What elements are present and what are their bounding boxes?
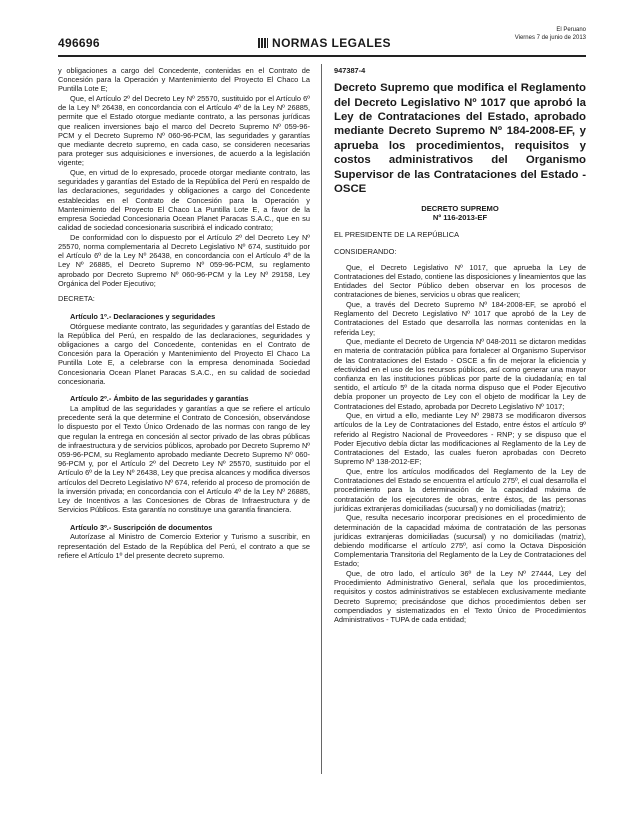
right-paragraph: Que, en virtud a ello, mediante Ley Nº 29873 se modificaron diversos artículos de la Ley de Contrataciones del Estado, entre éstos el artículo 9º referido al Registro Nacional de Proveedores - RNP; y se dispuso que el Poder Ejecutivo debía dictar las modificaciones al Reglamento de la Ley de Contrataciones del Estado, las cuales fueron aprobadas con Decreto Supremo Nº 138-2012-EF; bbox=[334, 411, 586, 467]
publication-name: NORMAS LEGALES bbox=[272, 36, 391, 50]
article-heading-text: Artículo 2º.- Ámbito de las seguridades y garantías bbox=[70, 394, 249, 404]
article-heading bbox=[58, 394, 310, 403]
page-header bbox=[58, 26, 586, 52]
right-paragraph: Que, de otro lado, el artículo 36º de la Ley Nº 27444, Ley del Procedimiento Administrativo General, señala que los procedimientos, requisitos y costos administrativos se establecen exclusivamente mediante Decreto Supremo; precisándose que dichos procedimientos deben ser compendiados y sistematizados en el Texto Único de Procedimientos Administrativos - TUPA de cada entidad; bbox=[334, 568, 586, 624]
left-column bbox=[58, 66, 310, 560]
left-paragraph: DECRETA: bbox=[58, 294, 95, 304]
paragraph-spacer bbox=[58, 386, 310, 392]
decree-label: DECRETO SUPREMO bbox=[421, 204, 499, 214]
document-code: 947387-4 bbox=[334, 66, 366, 75]
decree-number: Nº 116-2013-EF bbox=[432, 213, 488, 223]
left-paragraph: Autorízase al Ministro de Comercio Exterior y Turismo a suscribir, en representación del Estado de la República del Perú, el contrato a que se refiere el Artículo 1º del presente decreto supremo. bbox=[58, 532, 310, 560]
left-paragraph: y obligaciones a cargo del Concedente, contenidas en el Contrato de Concesión para la Operación y Mantenimiento del Proyecto El Chaco La Puntilla Lote E; bbox=[58, 66, 310, 94]
left-paragraph: De conformidad con lo dispuesto por el Artículo 2º del Decreto Ley Nº 25570, norma complementaria al Decreto Legislativo Nº 674, sustituido por el Artículo 6º de la Ley Nº 26438, en concordancia con el Artículo 4º de la Ley Nº 26885, el Decreto Supremo Nº 059-96-PCM, su reglamento aprobado por Decreto Supremo Nº 060-96-PCM y la Ley Nº 29158, Ley Orgánica del Poder Ejecutivo; bbox=[58, 232, 310, 288]
right-paragraph: Que, el Decreto Legislativo Nº 1017, que aprueba la Ley de Contrataciones del Estado, contiene las disposiciones y lineamientos que las Entidades del Sector Público deben observar en los procesos de contrataciones de bienes, servicios u obras que realicen; bbox=[334, 262, 586, 300]
issue-date: Viernes 7 de junio de 2013 bbox=[514, 35, 586, 41]
article-heading-text: Artículo 1º.- Declaraciones y seguridades bbox=[70, 312, 216, 322]
right-paragraph: Que, entre los artículos modificados del Reglamento de la Ley de Contrataciones del Estado se encuentra el artículo 275º, el cual desarrolla el procedimiento para la determinación de la capacidad máxima de contratación de los ejecutores de obras, entre éstos, de las personas jurídicas extranjeras domiciliadas (sucursal) y no domiciliadas (matriz); bbox=[334, 466, 586, 513]
article-heading-text: Artículo 3º.- Suscripción de documentos bbox=[70, 522, 213, 532]
considerando-heading: CONSIDERANDO: bbox=[334, 246, 397, 256]
column-divider bbox=[321, 64, 322, 774]
decree-title: Decreto Supremo que modifica el Reglamento del Decreto Legislativo Nº 1017 que aprobó la Ley de Contrataciones del Estado, aprobado mediante Decreto Supremo Nº 184-2008-EF, y aprueba los procedimientos, requisitos y costos administrativos del Organismo Supervisor de las Contrataciones del Estado - OSCE bbox=[334, 82, 586, 196]
article-heading bbox=[58, 523, 310, 532]
left-paragraph: Otórguese mediante contrato, las seguridades y garantías del Estado de la República del Perú, en respaldo de las declaraciones, seguridades y obligaciones a cargo del Concedente, contenidas en el Contrato de Concesión para la Operación y Mantenimiento del Proyecto El Chaco La Puntilla Lote E, a celebrarse con la empresa denominada Sociedad Concesionaria Ocean Planet Paracas S.A.C., en su calidad de sociedad concesionaria. bbox=[58, 321, 310, 386]
newspaper-name: El Peruano bbox=[556, 27, 586, 33]
page-number: 496696 bbox=[58, 36, 100, 50]
right-paragraph: Que, mediante el Decreto de Urgencia Nº 048-2011 se dictaron medidas en materia de contratación pública para fortalecer al Organismo Supervisor de las Contrataciones del Estado - OSCE a fin de mejorar la eficiencia y efectividad en el uso de los recursos públicos, así como generar una mayor confianza en las instituciones públicas por parte de la ciudadanía; en tal sentido, el artículo 5º de la citada norma dispuso que el Poder Ejecutivo debía proponer un proyecto de Ley con el objeto de modificar la Ley de Contrataciones del Estado, aprobada por Decreto Legislativo Nº 1017; bbox=[334, 337, 586, 411]
right-paragraphs bbox=[334, 263, 586, 624]
article-heading bbox=[58, 312, 310, 321]
right-paragraph: Que, a través del Decreto Supremo Nº 184-2008-EF, se aprobó el Reglamento del Decreto Legislativo Nº 1017 que aprobó de la Ley de Contrataciones del Estado que desarrolla las normas contenidas en la referida Ley; bbox=[334, 300, 586, 337]
right-paragraph: Que, resulta necesario incorporar precisiones en el procedimiento de determinación de la capacidad máxima de contratación de las personas jurídicas extranjeras domiciliadas (sucursal) y no domiciliadas (matriz), debiendo modificarse el artículo 275º, así como la Octava Disposición Complementaria Transitoria del Reglamento de la Ley de Contrataciones del Estado; bbox=[334, 513, 586, 569]
header-rule bbox=[58, 55, 586, 57]
left-paragraph: Que, el Artículo 2º del Decreto Ley Nº 25570, sustituido por el Artículo 6º de la Ley Nº 26438, en concordancia con el Artículo 4º de la Ley Nº 26885, permite que el Estado otorgue mediante contrato, a las personas jurídicas que realicen inversiones bajo el marco del Decreto Supremo Nº 059-96-PCM y el Decreto Supremo Nº 060-96-PCM, las seguridades y garantías que mediante decreto supremo, en cada caso, se consideren necesarias para proteger sus adquisiciones e inversiones, de acuerdo a la legislación vigente; bbox=[58, 94, 310, 168]
paragraph-spacer bbox=[58, 515, 310, 521]
left-paragraph: La amplitud de las seguridades y garantías a que se refiere el artículo precedente será la que determine el Contrato de Concesión, observándose lo dispuesto por el Texto Único Ordenado de las normas con rango de ley que regulan la entrega en concesión al sector privado de las obras públicas de infraestructura y de servicios públicos, aprobado por Decreto Supremo Nº 059-96-PCM, su Reglamento aprobado mediante Decreto Supremo Nº 060-96-PCM y, por el Artículo 2º del Decreto Ley Nº 25570, sustituido por el Artículo 6º de la Ley Nº 26438, Ley que precisa alcances y modifica diversos artículos del Decreto Legislativo Nº 674, referido al proceso de promoción de la inversión privada; en concordancia con el Artículo 4º de la Ley Nº 26885, Ley de Incentivos a las Concesiones de Obras de Infraestructura y de Servicios Públicos. Esta garantía no constituye una garantía financiera. bbox=[58, 404, 310, 515]
publication-logo-icon bbox=[258, 38, 268, 48]
paragraph-spacer bbox=[58, 304, 310, 310]
president-heading: EL PRESIDENTE DE LA REPÚBLICA bbox=[334, 230, 459, 240]
publication-title bbox=[258, 36, 391, 50]
header-right bbox=[515, 26, 586, 42]
right-column bbox=[334, 66, 586, 625]
left-paragraph: Que, en virtud de lo expresado, procede otorgar mediante contrato, las seguridades y garantías del Estado de la República del Perú en respaldo de las declaraciones, seguridades y obligaciones a cargo del Concedente establecidas en el Contrato de Concesión para la Operación y Mantenimiento del Proyecto El Chaco La Puntilla Lote E, a favor de la empresa Sociedad Concesionaria Ocean Planet Paracas S.A.C., que en su calidad de sociedad concesionaria suscribirá el indicado contrato; bbox=[58, 168, 310, 233]
